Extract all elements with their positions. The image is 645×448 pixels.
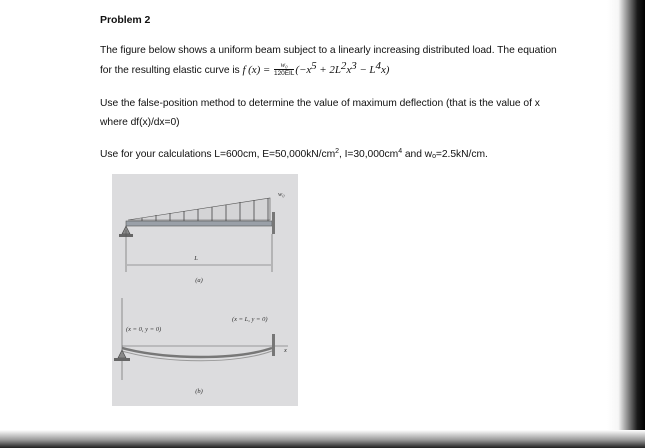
calc-i: , I=30,000cm bbox=[338, 149, 399, 160]
equation-term-3: − L bbox=[356, 64, 376, 77]
equation-term-2: + 2L bbox=[316, 64, 341, 77]
calc-end: =2.5kN/cm. bbox=[435, 149, 488, 160]
load-label: w₀ bbox=[278, 191, 285, 198]
curve-prefix: for the resulting elastic curve is bbox=[100, 65, 243, 77]
calc-w-sub: o bbox=[432, 153, 436, 160]
scan-shadow-bottom bbox=[0, 430, 645, 448]
scan-shadow-right bbox=[607, 0, 645, 448]
distributed-load-triangle bbox=[128, 198, 270, 220]
exp-3: 3 bbox=[351, 60, 357, 73]
equation-term-x: x bbox=[346, 64, 352, 77]
calc-prefix: Use for your calculations L=600cm, E=50,000kN/cm bbox=[100, 149, 336, 160]
problem-intro: The figure below shows a uniform beam subject to a linearly increasing distributed load. The equation bbox=[100, 45, 557, 56]
elastic-curve-line bbox=[100, 60, 390, 78]
elastic-curve-diagram bbox=[114, 298, 288, 395]
calculation-values bbox=[100, 149, 488, 160]
beam-figure bbox=[112, 174, 298, 406]
equation-fraction bbox=[274, 62, 294, 77]
caption-b: (b) bbox=[195, 388, 203, 395]
span-label: L bbox=[194, 255, 198, 262]
equation-term-4: x) bbox=[380, 64, 390, 77]
wall-right-b bbox=[272, 334, 275, 356]
calc-i-exp: 4 bbox=[398, 148, 403, 155]
fraction-denominator: 120EIL bbox=[274, 70, 295, 77]
pin-support-b bbox=[118, 350, 126, 358]
method-line: Use the false-position method to determine the value of maximum deflection (that is the value of x bbox=[100, 98, 540, 109]
beam-diagram bbox=[112, 174, 298, 406]
problem-title: Problem 2 bbox=[100, 14, 151, 26]
ground-left-b bbox=[114, 358, 130, 361]
method-line-2: where df(x)/dx=0) bbox=[100, 117, 180, 128]
equation-fx: f (x) = bbox=[242, 64, 274, 77]
boundary-left: (x = 0, y = 0) bbox=[126, 326, 162, 333]
equation-term-1: (−x bbox=[295, 64, 312, 77]
boundary-right: (x = L, y = 0) bbox=[232, 316, 268, 323]
exp-4: 4 bbox=[375, 60, 381, 73]
caption-a: (a) bbox=[195, 277, 203, 284]
x-axis-label: x bbox=[284, 347, 287, 354]
calc-e-exp: 2 bbox=[335, 148, 339, 155]
wall-right bbox=[272, 212, 275, 234]
calc-w: and w bbox=[402, 149, 433, 160]
exp-5: 5 bbox=[311, 60, 317, 73]
beam bbox=[126, 221, 272, 226]
exp-2: 2 bbox=[340, 60, 347, 73]
deflected-beam bbox=[122, 348, 272, 357]
beam-load-diagram bbox=[119, 191, 285, 284]
fraction-numerator: w₀ bbox=[274, 62, 294, 70]
